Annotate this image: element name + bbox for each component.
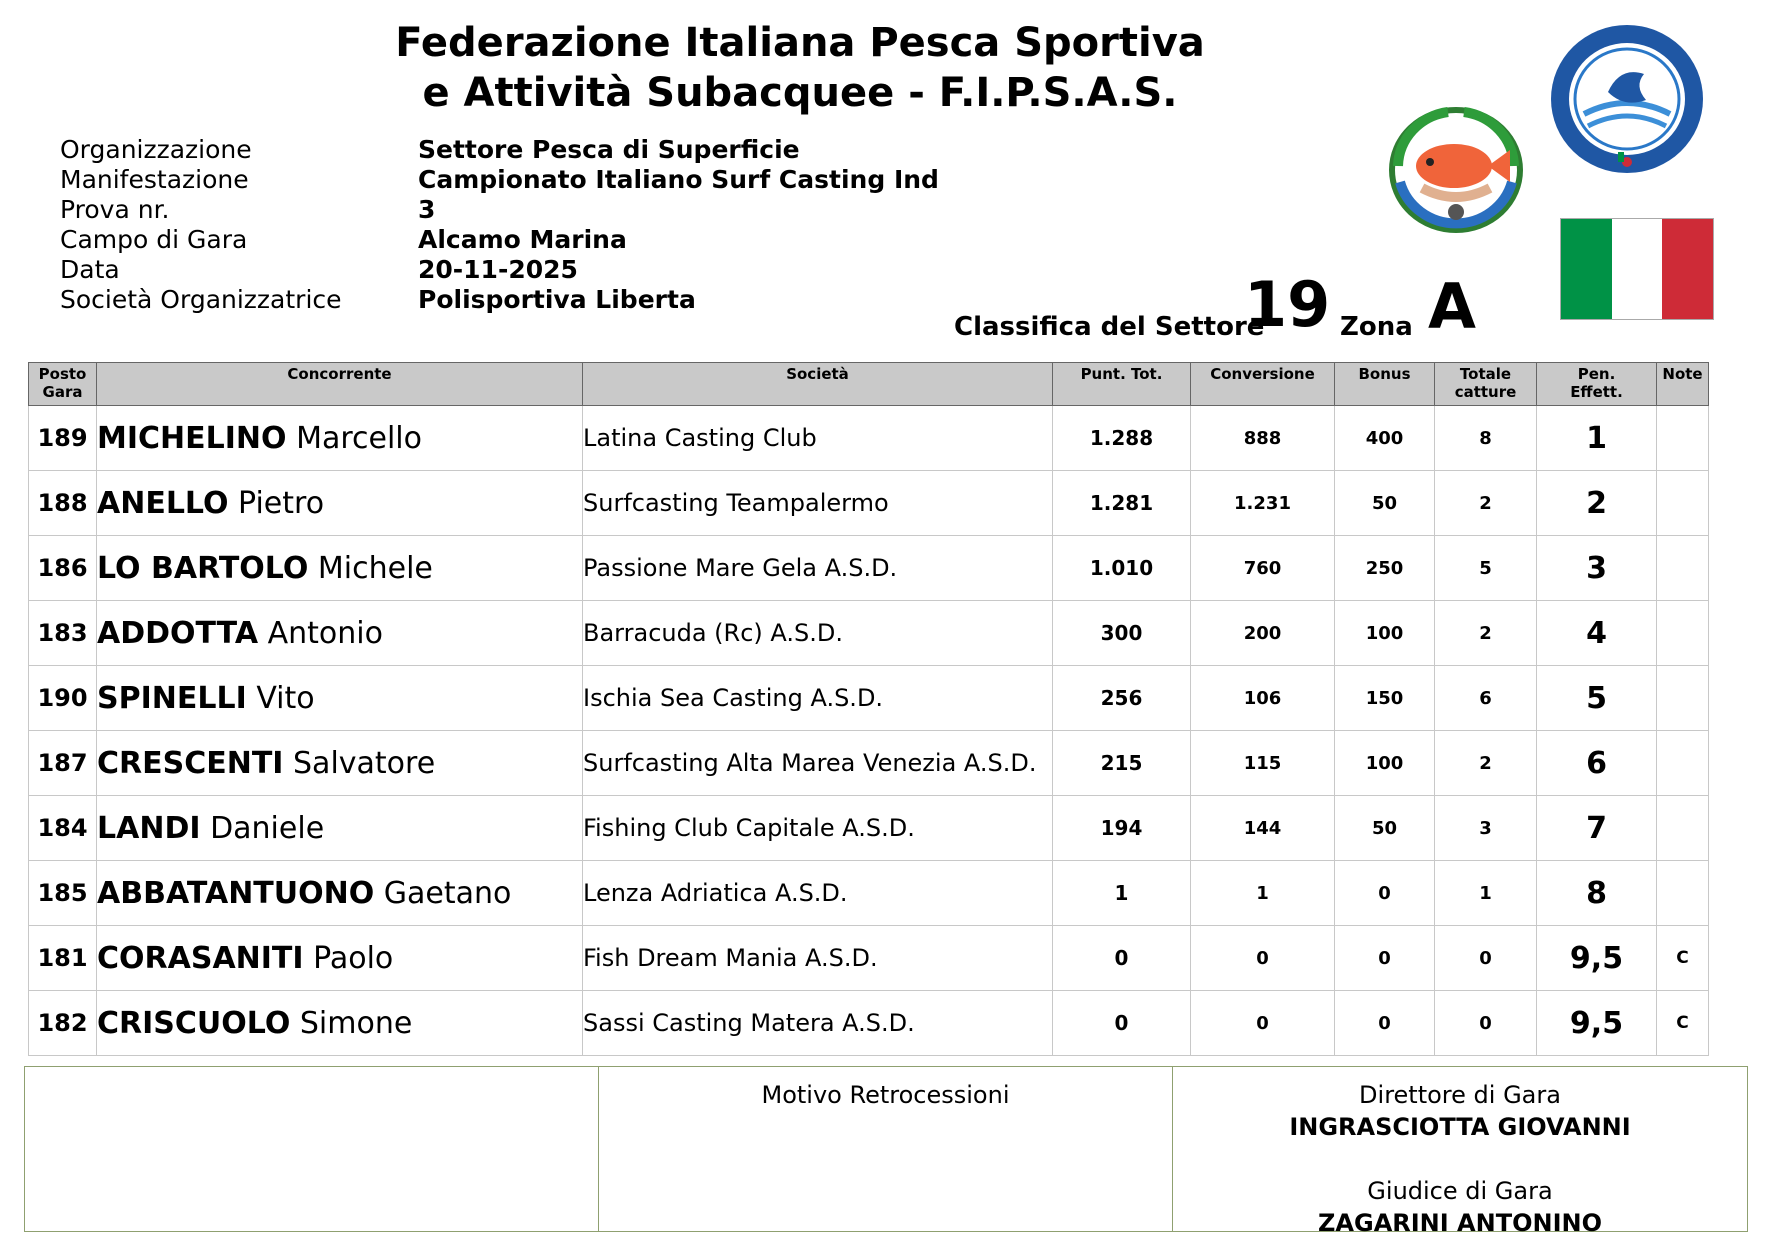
cognome: CRISCUOLO: [97, 1005, 291, 1041]
concorrente: [97, 406, 583, 471]
conversione: 760: [1191, 536, 1335, 601]
totale-catture: 0: [1435, 926, 1537, 991]
cognome: ANELLO: [97, 485, 229, 521]
info-row: [60, 194, 939, 224]
direttore-name: INGRASCIOTTA GIOVANNI: [1289, 1113, 1631, 1141]
societa: Surfcasting Alta Marea Venezia A.S.D.: [583, 731, 1053, 796]
title-line-2: e Attività Subacquee - F.I.P.S.A.S.: [422, 70, 1178, 116]
header-bonus: Bonus: [1335, 363, 1435, 406]
totale-catture: 2: [1435, 731, 1537, 796]
note: C: [1657, 926, 1709, 991]
societa: Fish Dream Mania A.S.D.: [583, 926, 1053, 991]
concorrente: [97, 536, 583, 601]
bonus: 250: [1335, 536, 1435, 601]
nome: Gaetano: [383, 875, 512, 911]
bonus: 50: [1335, 471, 1435, 536]
note: [1657, 796, 1709, 861]
concorrente: [97, 666, 583, 731]
societa: Ischia Sea Casting A.S.D.: [583, 666, 1053, 731]
cognome: SPINELLI: [97, 680, 247, 716]
cognome: CRESCENTI: [97, 745, 284, 781]
nome: Pietro: [238, 485, 325, 521]
posto-gara: 182: [29, 991, 97, 1056]
punt-tot: 256: [1053, 666, 1191, 731]
settore-label: Classifica del Settore: [954, 312, 1265, 342]
punt-tot: 1: [1053, 861, 1191, 926]
nome: Vito: [256, 680, 315, 716]
societa: Surfcasting Teampalermo: [583, 471, 1053, 536]
conversione: 106: [1191, 666, 1335, 731]
pen-effett: 5: [1537, 666, 1657, 731]
cognome: LO BARTOLO: [97, 550, 309, 586]
title-line-1: Federazione Italiana Pesca Sportiva: [395, 20, 1205, 66]
pen-effett: 6: [1537, 731, 1657, 796]
conversione: 0: [1191, 926, 1335, 991]
conversione: 115: [1191, 731, 1335, 796]
totale-catture: 8: [1435, 406, 1537, 471]
concorrente: [97, 601, 583, 666]
bonus: 100: [1335, 731, 1435, 796]
pen-effett: 8: [1537, 861, 1657, 926]
info-label: Organizzazione: [60, 134, 252, 164]
table-row: [29, 991, 1709, 1056]
info-value: Settore Pesca di Superficie: [418, 134, 800, 164]
punt-tot: 300: [1053, 601, 1191, 666]
punt-tot: 1.281: [1053, 471, 1191, 536]
bonus: 0: [1335, 926, 1435, 991]
societa: Barracuda (Rc) A.S.D.: [583, 601, 1053, 666]
fipsas-logo-icon: [1548, 22, 1706, 176]
punt-tot: 1.010: [1053, 536, 1191, 601]
bonus: 150: [1335, 666, 1435, 731]
settore-number: 19: [1244, 268, 1331, 341]
note: [1657, 666, 1709, 731]
punt-tot: 0: [1053, 991, 1191, 1056]
societa: Lenza Adriatica A.S.D.: [583, 861, 1053, 926]
conversione: 1.231: [1191, 471, 1335, 536]
concorrente: [97, 861, 583, 926]
nome: Marcello: [296, 420, 422, 456]
page-title: [300, 18, 1300, 118]
direttore-label: Direttore di Gara: [1359, 1081, 1561, 1109]
info-label: Società Organizzatrice: [60, 284, 342, 314]
table-header-row: [29, 363, 1709, 406]
posto-gara: 181: [29, 926, 97, 991]
totale-catture: 2: [1435, 601, 1537, 666]
punt-tot: 215: [1053, 731, 1191, 796]
info-value: 20-11-2025: [418, 254, 578, 284]
motivo-retrocessioni: Motivo Retrocessioni: [599, 1067, 1173, 1231]
posto-gara: 185: [29, 861, 97, 926]
giudice-label: Giudice di Gara: [1367, 1177, 1553, 1205]
punt-tot: 194: [1053, 796, 1191, 861]
zona-value: A: [1428, 270, 1476, 343]
results-table: [28, 362, 1709, 1056]
nome: Salvatore: [293, 745, 436, 781]
info-value: Campionato Italiano Surf Casting Ind: [418, 164, 939, 194]
posto-gara: 189: [29, 406, 97, 471]
posto-gara: 184: [29, 796, 97, 861]
concorrente: [97, 731, 583, 796]
header-pen-effett: Pen. Effett.: [1537, 363, 1657, 406]
posto-gara: 183: [29, 601, 97, 666]
totale-catture: 2: [1435, 471, 1537, 536]
pen-effett: 3: [1537, 536, 1657, 601]
pen-effett: 4: [1537, 601, 1657, 666]
info-value: Alcamo Marina: [418, 224, 627, 254]
societa: Sassi Casting Matera A.S.D.: [583, 991, 1053, 1056]
societa: Passione Mare Gela A.S.D.: [583, 536, 1053, 601]
event-info: [60, 134, 939, 314]
info-row: [60, 224, 939, 254]
note: [1657, 601, 1709, 666]
bonus: 0: [1335, 861, 1435, 926]
note: [1657, 731, 1709, 796]
totale-catture: 5: [1435, 536, 1537, 601]
totale-catture: 0: [1435, 991, 1537, 1056]
footer-empty-cell: [25, 1067, 599, 1231]
zona-label: Zona: [1340, 312, 1413, 342]
totale-catture: 3: [1435, 796, 1537, 861]
header-conversione: Conversione: [1191, 363, 1335, 406]
concorrente: [97, 991, 583, 1056]
footer-box: [24, 1066, 1748, 1237]
bonus: 100: [1335, 601, 1435, 666]
info-value: 3: [418, 194, 436, 224]
conversione: 888: [1191, 406, 1335, 471]
posto-gara: 188: [29, 471, 97, 536]
header-posto-gara: Posto Gara: [29, 363, 97, 406]
table-row: [29, 471, 1709, 536]
note: [1657, 471, 1709, 536]
info-label: Data: [60, 254, 120, 284]
info-label: Campo di Gara: [60, 224, 248, 254]
cognome: CORASANITI: [97, 940, 304, 976]
nome: Daniele: [210, 810, 325, 846]
nome: Antonio: [267, 615, 383, 651]
info-value: Polisportiva Liberta: [418, 284, 696, 314]
punt-tot: 1.288: [1053, 406, 1191, 471]
bonus: 50: [1335, 796, 1435, 861]
catch-release-logo-icon: [1388, 106, 1524, 234]
totale-catture: 1: [1435, 861, 1537, 926]
header-punt-tot: Punt. Tot.: [1053, 363, 1191, 406]
conversione: 0: [1191, 991, 1335, 1056]
note: C: [1657, 991, 1709, 1056]
pen-effett: 2: [1537, 471, 1657, 536]
table-row: [29, 666, 1709, 731]
header-note: Note: [1657, 363, 1709, 406]
info-label: Prova nr.: [60, 194, 170, 224]
cognome: ABBATANTUONO: [97, 875, 375, 911]
bonus: 400: [1335, 406, 1435, 471]
conversione: 1: [1191, 861, 1335, 926]
note: [1657, 536, 1709, 601]
giudice-name: ZAGARINI ANTONINO: [1318, 1209, 1602, 1237]
table-row: [29, 536, 1709, 601]
table-row: [29, 926, 1709, 991]
header-concorrente: Concorrente: [97, 363, 583, 406]
table-row: [29, 406, 1709, 471]
pen-effett: 9,5: [1537, 926, 1657, 991]
pen-effett: 7: [1537, 796, 1657, 861]
note: [1657, 861, 1709, 926]
nome: Paolo: [313, 940, 394, 976]
conversione: 144: [1191, 796, 1335, 861]
info-row: [60, 134, 939, 164]
table-row: [29, 601, 1709, 666]
officials-cell: [1173, 1067, 1747, 1237]
nome: Michele: [317, 550, 433, 586]
header-totale-catture: Totale catture: [1435, 363, 1537, 406]
conversione: 200: [1191, 601, 1335, 666]
info-row: [60, 164, 939, 194]
bonus: 0: [1335, 991, 1435, 1056]
punt-tot: 0: [1053, 926, 1191, 991]
posto-gara: 186: [29, 536, 97, 601]
cognome: MICHELINO: [97, 420, 287, 456]
table-row: [29, 861, 1709, 926]
concorrente: [97, 796, 583, 861]
table-row: [29, 731, 1709, 796]
pen-effett: 1: [1537, 406, 1657, 471]
note: [1657, 406, 1709, 471]
info-row: [60, 284, 939, 314]
info-label: Manifestazione: [60, 164, 249, 194]
cognome: ADDOTTA: [97, 615, 259, 651]
posto-gara: 190: [29, 666, 97, 731]
info-row: [60, 254, 939, 284]
nome: Simone: [299, 1005, 413, 1041]
posto-gara: 187: [29, 731, 97, 796]
italian-flag-icon: [1560, 218, 1714, 320]
societa: Latina Casting Club: [583, 406, 1053, 471]
concorrente: [97, 926, 583, 991]
societa: Fishing Club Capitale A.S.D.: [583, 796, 1053, 861]
header-societa: Società: [583, 363, 1053, 406]
concorrente: [97, 471, 583, 536]
totale-catture: 6: [1435, 666, 1537, 731]
cognome: LANDI: [97, 810, 201, 846]
table-row: [29, 796, 1709, 861]
pen-effett: 9,5: [1537, 991, 1657, 1056]
